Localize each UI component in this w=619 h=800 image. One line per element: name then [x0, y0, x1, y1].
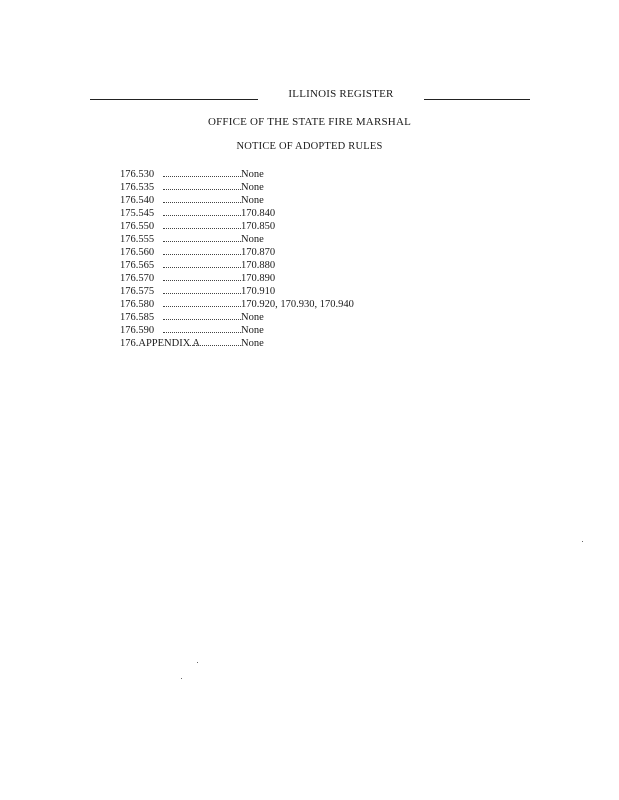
section-number: 176.565	[120, 260, 155, 271]
dot-leader	[163, 254, 241, 255]
table-row	[120, 168, 440, 181]
scan-speck	[197, 662, 198, 663]
section-number: 175.545	[120, 208, 155, 219]
section-value: 170.910	[241, 286, 276, 297]
table-row	[120, 181, 440, 194]
section-number: 176.590	[120, 325, 155, 336]
dot-leader	[163, 319, 241, 320]
section-value: None	[241, 325, 264, 336]
section-value: None	[241, 234, 264, 245]
section-number: 176.530	[120, 169, 155, 180]
section-value: None	[241, 195, 264, 206]
table-row	[120, 207, 440, 220]
dot-leader	[163, 189, 241, 190]
section-number: 176.585	[120, 312, 155, 323]
dot-leader	[163, 215, 241, 216]
dot-leader	[163, 228, 241, 229]
header-rule-left	[90, 99, 258, 100]
section-value: 170.840	[241, 208, 276, 219]
section-value: None	[241, 312, 264, 323]
table-row	[120, 285, 440, 298]
scan-speck	[181, 678, 182, 679]
section-value: None	[241, 169, 264, 180]
table-row	[120, 298, 440, 311]
agency-title: OFFICE OF THE STATE FIRE MARSHAL	[207, 116, 412, 128]
section-value: None	[241, 182, 264, 193]
table-row	[120, 259, 440, 272]
dot-leader	[163, 176, 241, 177]
table-row	[120, 272, 440, 285]
section-value: 170.850	[241, 221, 276, 232]
section-number: 176.570	[120, 273, 155, 284]
section-number: 176.550	[120, 221, 155, 232]
register-header	[90, 88, 530, 102]
table-row	[120, 220, 440, 233]
dot-leader	[163, 267, 241, 268]
section-number: 176.555	[120, 234, 155, 245]
dot-leader	[190, 345, 241, 346]
dot-leader	[163, 293, 241, 294]
table-row	[120, 324, 440, 337]
section-value: None	[241, 338, 264, 349]
dot-leader	[163, 306, 241, 307]
section-value: 170.870	[241, 247, 276, 258]
dot-leader	[163, 332, 241, 333]
section-table	[120, 168, 440, 350]
notice-title: NOTICE OF ADOPTED RULES	[236, 141, 383, 152]
section-value: 170.890	[241, 273, 276, 284]
register-title: ILLINOIS REGISTER	[288, 88, 394, 100]
section-number: 176.APPENDIX A	[120, 338, 200, 349]
scan-speck	[582, 541, 583, 542]
section-number: 176.535	[120, 182, 155, 193]
table-row	[120, 311, 440, 324]
section-number: 176.540	[120, 195, 155, 206]
table-row	[120, 194, 440, 207]
section-number: 176.575	[120, 286, 155, 297]
section-value: 170.920, 170.930, 170.940	[241, 299, 354, 310]
section-value: 170.880	[241, 260, 276, 271]
header-rule-right	[424, 99, 530, 100]
section-number: 176.580	[120, 299, 155, 310]
table-row	[120, 337, 440, 350]
section-number: 176.560	[120, 247, 155, 258]
dot-leader	[163, 202, 241, 203]
table-row	[120, 246, 440, 259]
dot-leader	[163, 280, 241, 281]
table-row	[120, 233, 440, 246]
dot-leader	[163, 241, 241, 242]
